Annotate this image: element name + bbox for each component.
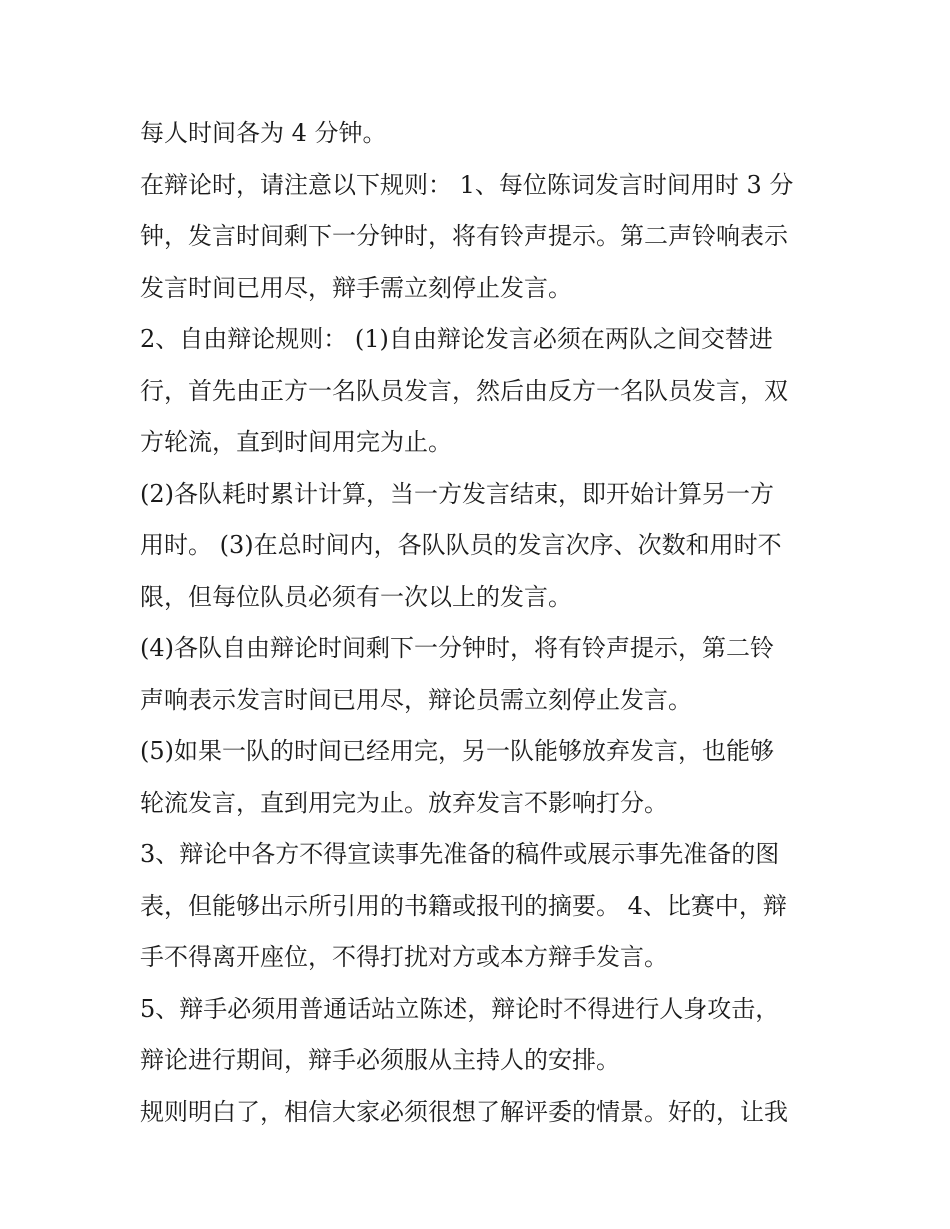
body-text [140, 108, 820, 1138]
text-line: 方轮流，直到时间用完为止。 [140, 428, 452, 456]
text-line: 5、辩手必须用普通话站立陈述，辩论时不得进行人身攻击， [140, 994, 780, 1023]
text-line: 表，但能够出示所引用的书籍或报刊的摘要。 4、比赛中，辩 [140, 891, 787, 920]
text-line: 用时。 (3)在总时间内，各队队员的发言次序、次数和用时不 [140, 531, 782, 559]
text-line: 轮流发言，直到用完为止。放弃发言不影响打分。 [140, 788, 668, 817]
text-line: 手不得离开座位，不得打扰对方或本方辩手发言。 [140, 943, 668, 971]
text-line: 3、辩论中各方不得宣读事先准备的稿件或展示事先准备的图 [140, 840, 780, 868]
text-line: 2、自由辩论规则： (1)自由辩论发言必须在两队之间交替进 [140, 325, 773, 353]
text-line: (4)各队自由辩论时间剩下一分钟时，将有铃声提示，第二铃 [140, 634, 774, 662]
text-line: 辩论进行期间，辩手必须服从主持人的安排。 [140, 1046, 620, 1074]
text-line: 限，但每位队员必须有一次以上的发言。 [140, 582, 572, 611]
text-line: 每人时间各为 4 分钟。 [140, 119, 387, 147]
text-line: (5)如果一队的时间已经用完，另一队能够放弃发言，也能够 [140, 737, 774, 765]
text-line: 行，首先由正方一名队员发言，然后由反方一名队员发言，双 [140, 376, 788, 405]
text-line: (2)各队耗时累计计算，当一方发言结束，即开始计算另一方 [140, 479, 774, 508]
text-line: 在辩论时，请注意以下规则： 1、每位陈词发言时间用时 3 分 [140, 170, 794, 199]
text-line: 声响表示发言时间已用尽，辩论员需立刻停止发言。 [140, 685, 692, 714]
text-line: 发言时间已用尽，辩手需立刻停止发言。 [140, 273, 572, 302]
text-line: 规则明白了，相信大家必须很想了解评委的情景。好的，让我 [140, 1097, 788, 1126]
text-line: 钟，发言时间剩下一分钟时，将有铃声提示。第二声铃响表示 [140, 222, 788, 250]
